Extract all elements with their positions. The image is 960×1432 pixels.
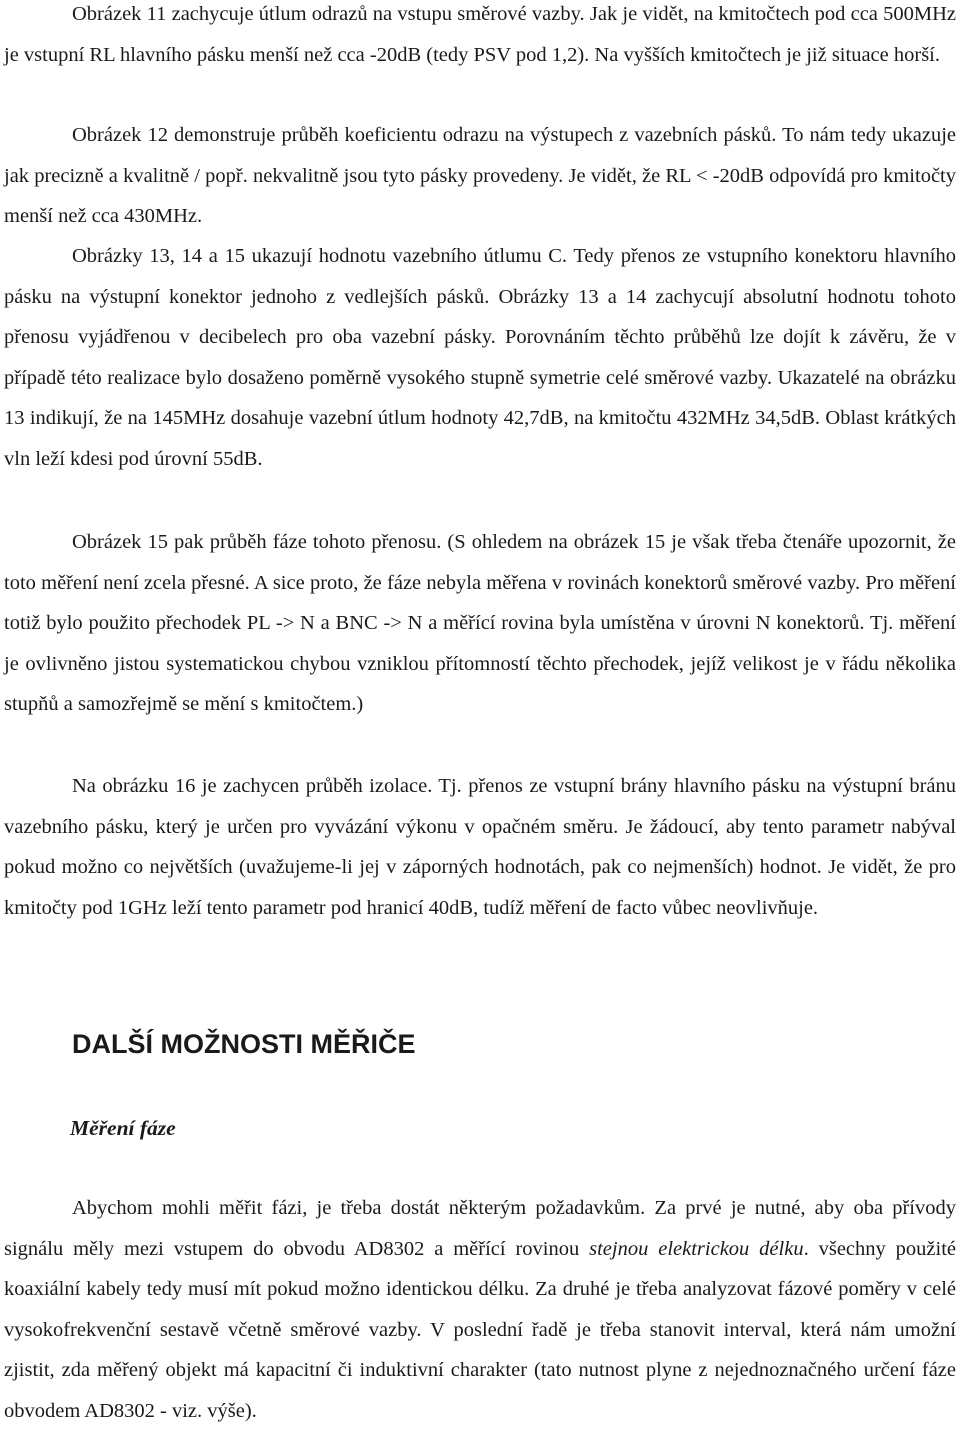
paragraph-phase-measurement: Abychom mohli měřit fázi, je třeba dostát některým požadavkům. Za prvé je nutné, aby oba přívody signálu měly mezi vstupem do obvodu AD8302 a měřící rovinou stejnou elektrickou délku. všechny použité koaxiální kabely tedy musí mít pokud možno identickou délku. Za druhé je třeba analyzovat fázové poměry v celé vysokofrekvenční sestavě včetně směrové vazby. V poslední řadě je třeba stanovit interval, která nám umožní zjistit, zda měřený objekt má kapacitní či induktivní charakter (tato nutnost plyne z nejednoznačného určení fáze obvodem AD8302 - viz. výše). — [4, 1197, 956, 1422]
paragraph-isolation: Na obrázku 16 je zachycen průběh izolace. Tj. přenos ze vstupní brány hlavního pásku na výstupní bránu vazebního pásku, který je určen pro vyvázání výkonu v opačném směru. Je žádoucí, aby tento parametr nabýval pokud možno co největších (uvažujeme-li jej v záporných hodnotách, pak co nejmenších) hodnot. Je vidět, že pro kmitočty pod 1GHz leží tento parametr pod hranicí 40dB, tudíž měření de facto vůbec neovlivňuje. — [4, 775, 956, 919]
paragraph-reflection-output: Obrázek 12 demonstruje průběh koeficientu odrazu na výstupech z vazebních pásků. To nám tedy ukazuje jak precizně a kvalitně / popř. nekvalitně jsou tyto pásky provedeny. Je vidět, že RL < -20dB odpovídá pro kmitočty menší než cca 430MHz. — [4, 124, 956, 228]
paragraph-reflection-input: Obrázek 11 zachycuje útlum odrazů na vstupu směrové vazby. Jak je vidět, na kmitočtech pod cca 500MHz je vstupní RL hlavního pásku menší než cca -20dB (tedy PSV pod 1,2). Na vyšších kmitočtech je již situace horší. — [4, 3, 956, 66]
section-heading: DALŠÍ MOŽNOSTI MĚŘIČE — [72, 1029, 416, 1059]
subsection-heading: Měření fáze — [70, 1116, 176, 1140]
emphasis-electrical-length: stejnou elektrickou délku — [589, 1237, 804, 1260]
paragraph-coupling: Obrázky 13, 14 a 15 ukazují hodnotu vazebního útlumu C. Tedy přenos ze vstupního konektoru hlavního pásku na výstupní konektor jednoho z vedlejších pásků. Obrázky 13 a 14 zachycují absolutní hodnotu tohoto přenosu vyjádřenou v decibelech pro oba vazební pásky. Porovnáním těchto průběhů lze dojít k závěru, že v případě této realizace bylo dosaženo poměrně vysokého stupně symetrie celé směrové vazby. Ukazatelé na obrázku 13 indikují, že na 145MHz dosahuje vazební útlum hodnoty 42,7dB, na kmitočtu 432MHz 34,5dB. Oblast krátkých vln leží kdesi pod úrovní 55dB. — [4, 245, 956, 470]
paragraph-phase-figure: Obrázek 15 pak průběh fáze tohoto přenosu. (S ohledem na obrázek 15 je však třeba čtenáře upozornit, že toto měření není zcela přesné. A sice proto, že fáze nebyla měřena v rovinách konektorů směrové vazby. Pro měření totiž bylo použito přechodek PL -> N a BNC -> N a měřící rovina byla umístěna v úrovni N konektorů. Tj. měření je ovlivněno jistou systematickou chybou vzniklou přítomností těchto přechodek, jejíž velikost je v řádu několika stupňů a samozřejmě se mění s kmitočtem.) — [4, 531, 956, 716]
